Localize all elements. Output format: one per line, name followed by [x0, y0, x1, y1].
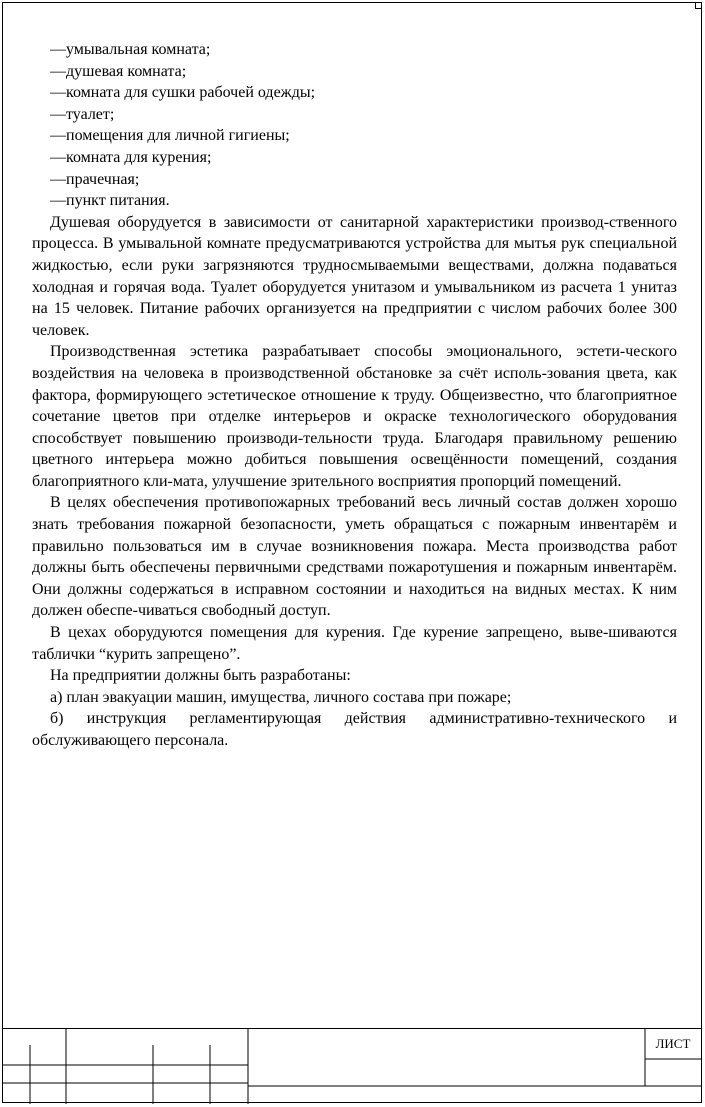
- list-item: —помещения для личной гигиены;: [50, 127, 290, 145]
- title-block-grid: [2, 1029, 702, 1104]
- paragraph-plans-intro: На предприятии должны быть разработаны:: [50, 667, 351, 685]
- document-body: [32, 39, 677, 752]
- paragraph-smoking: В цехах оборудуются помещения для курения. Где курение запрещено, выве-шиваются таблички “курить запрещено”.: [32, 624, 677, 663]
- paragraph-aesthetics: Производственная эстетика разрабатывает способы эмоционального, эстети-ческого воздействия на человека в производственной обстановке за счёт исполь-зования цвета, как фактора, формирующего эстетическое отношение к труду. Общеизвестно, что благоприятное сочетание цветов при отделке интерьеров и окраске технологического оборудования способствует повышению производи-тельности труда. Благодаря правильному решению цветного интерьера можно добиться повышения освещённости помещений, создания благоприятного кли-мата, улучшение зрительного восприятия пропорций помещений.: [32, 343, 677, 490]
- paragraph-fire-safety: В целях обеспечения противопожарных требований весь личный состав должен хорошо знать требования пожарной безопасности, уметь обращаться с пожарным инвентарём и правильно пользоваться им в случае возникновения пожара. Места производства работ должны быть обеспечены первичными средствами пожаротушения и пожарным инвентарём. Они должны содержаться в исправном состоянии и находиться на видных местах. К ним должен обеспе-чиваться свободный доступ.: [32, 494, 677, 620]
- paragraph-plan-a: а) план эвакуации машин, имущества, личного состава при пожаре;: [50, 688, 512, 706]
- paragraph-shower: Душевая оборудуется в зависимости от санитарной характеристики производ-ственного процесса. В умывальной комнате предусматриваются устройства для мытья рук специальной жидкостью, если руки загрязняются трудносмываемыми веществами, должна подаваться холодная и горячая вода. Туалет оборудуется унитазом и умывальником из расчета 1 унитаз на 15 человек. Питание рабочих организуется на предприятии с числом рабочих более 300 человек.: [32, 213, 677, 339]
- list-item: —умывальная комната;: [50, 41, 211, 58]
- list-item: —комната для курения;: [50, 148, 212, 166]
- list-item: —комната для сушки рабочей одежды;: [50, 84, 316, 102]
- list-item: —прачечная;: [50, 170, 140, 188]
- list-item: —душевая комната;: [50, 62, 187, 80]
- sheet-label: ЛИСТ: [655, 1036, 691, 1051]
- list-item: —туалет;: [50, 105, 115, 123]
- title-block: [2, 1028, 702, 1103]
- corner-mark: [695, 3, 701, 9]
- list-item: —пункт питания.: [50, 192, 170, 210]
- paragraph-plan-b: б) инструкция регламентирующая действия административно-технического и обслуживающего персонала.: [32, 710, 677, 749]
